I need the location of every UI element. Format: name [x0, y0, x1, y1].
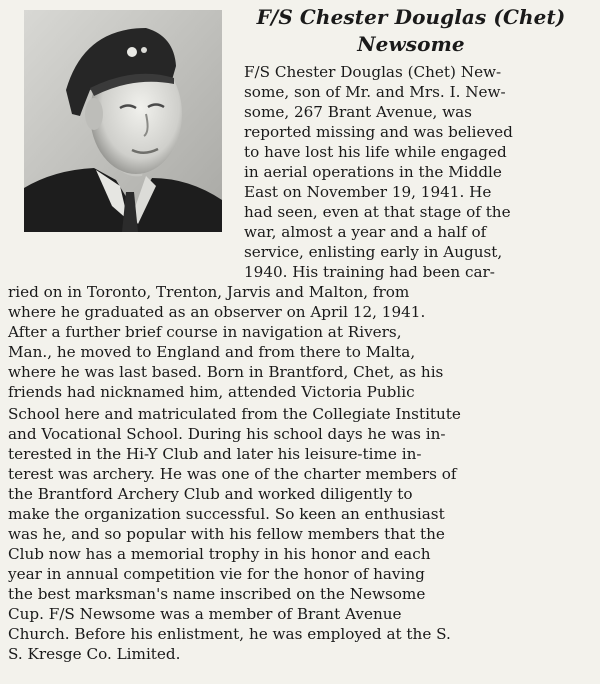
body-line: the Brantford Archery Club and worked diligently to — [8, 485, 413, 503]
body-line: some, 267 Brant Avenue, was — [244, 103, 472, 121]
body-line: Man., he moved to England and from there to Malta, — [8, 343, 416, 361]
body-line: East on November 19, 1941. He — [244, 183, 492, 201]
body-line: and Vocational School. During his school days he was in- — [8, 425, 446, 443]
body-line: 1940. His training had been car- — [244, 263, 495, 281]
body-line: service, enlisting early in August, — [244, 243, 503, 261]
body-line: reported missing and was believed — [244, 123, 513, 141]
body-line: F/S Chester Douglas (Chet) New- — [244, 63, 502, 81]
body-line: make the organization successful. So keen an enthusiast — [8, 505, 445, 523]
body-line: Cup. F/S Newsome was a member of Brant Avenue — [8, 605, 402, 623]
body-line: friends had nicknamed him, attended Victoria Public — [8, 383, 415, 401]
body-line: to have lost his life while engaged — [244, 143, 507, 161]
body-line: Church. Before his enlistment, he was employed at the S. — [8, 625, 451, 643]
title-line-2: Newsome — [357, 32, 465, 56]
body-line: where he graduated as an observer on April 12, 1941. — [8, 303, 426, 321]
portrait-photo — [24, 10, 222, 232]
body-line: some, son of Mr. and Mrs. I. New- — [244, 83, 506, 101]
body-line: the best marksman's name inscribed on the Newsome — [8, 585, 426, 603]
title-line-1: F/S Chester Douglas (Chet) — [256, 5, 566, 29]
body-line: was he, and so popular with his fellow members that the — [8, 525, 445, 543]
body-line: in aerial operations in the Middle — [244, 163, 502, 181]
body-line: year in annual competition vie for the honor of having — [8, 565, 425, 583]
body-line: where he was last based. Born in Brantford, Chet, as his — [8, 363, 444, 381]
body-line: After a further brief course in navigation at Rivers, — [8, 323, 402, 341]
body-line: School here and matriculated from the Collegiate Institute — [8, 405, 461, 423]
body-line: terested in the Hi-Y Club and later his leisure-time in- — [8, 445, 422, 463]
body-line: Club now has a memorial trophy in his honor and each — [8, 545, 431, 563]
body-line: S. Kresge Co. Limited. — [8, 645, 181, 663]
body-line: war, almost a year and a half of — [244, 223, 487, 241]
body-line: had seen, even at that stage of the — [244, 203, 511, 221]
article-title — [228, 4, 594, 58]
body-line: terest was archery. He was one of the charter members of — [8, 465, 457, 483]
body-line: ried on in Toronto, Trenton, Jarvis and Malton, from — [8, 283, 410, 301]
portrait-illustration — [24, 10, 222, 232]
